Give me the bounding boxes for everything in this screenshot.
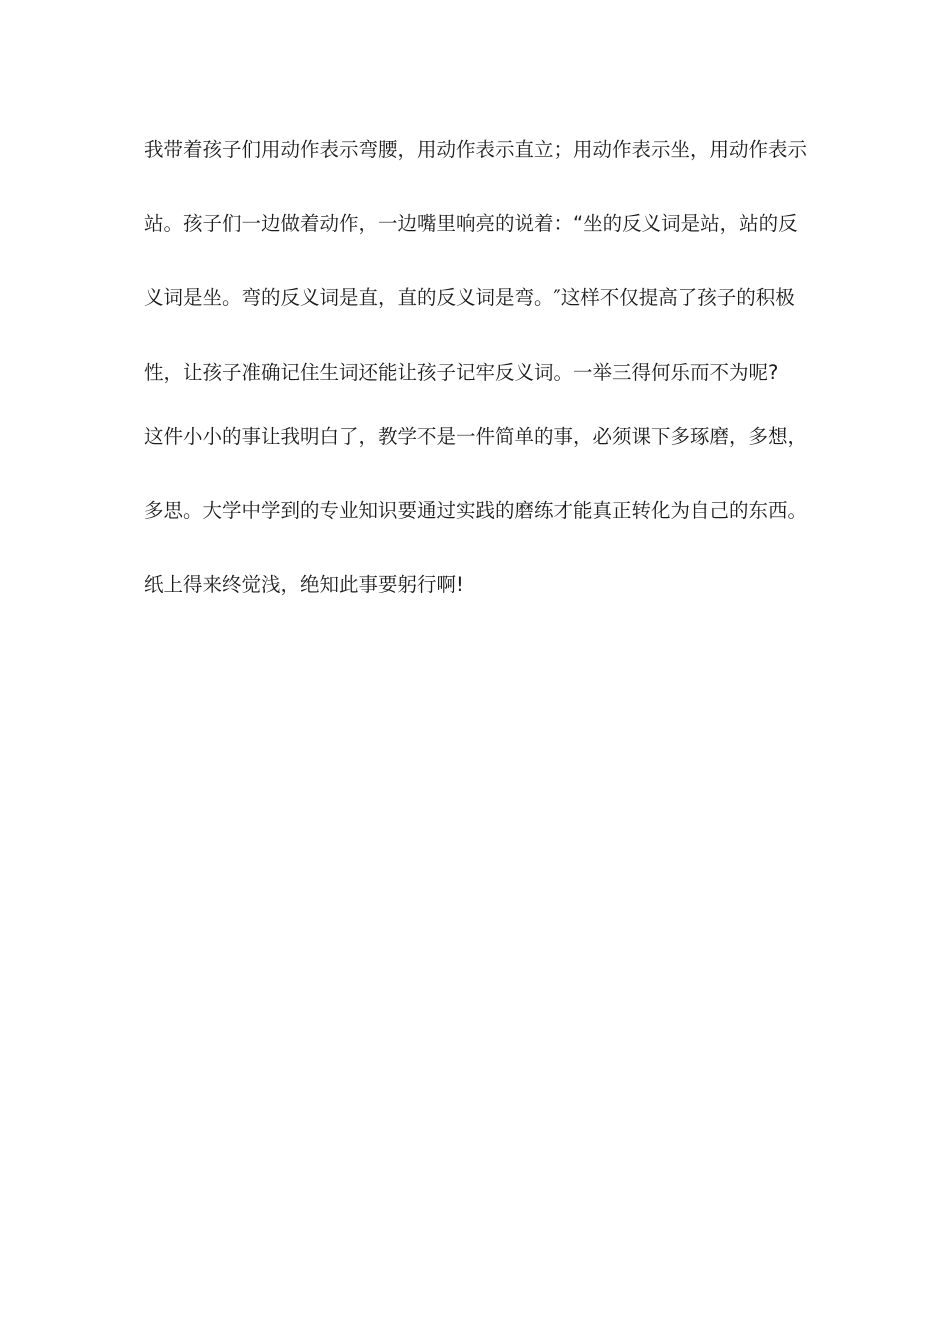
paragraph-1-line-2: 站。孩子们一边做着动作，一边嘴里响亮的说着：“坐的反义词是站，站的反 (144, 212, 798, 235)
paragraph-1-line-3: 义词是坐。弯的反义词是直，直的反义词是弯。″这样不仅提高了孩子的积极 (144, 286, 795, 309)
paragraph-2-line-3: 纸上得来终觉浅，绝知此事要躬行啊! (144, 573, 464, 596)
paragraph-1-line-1: 我带着孩子们用动作表示弯腰，用动作表示直立；用动作表示坐，用动作表示 (144, 138, 808, 161)
paragraph-2-line-1: 这件小小的事让我明白了，教学不是一件简单的事，必须课下多琢磨，多想， (144, 425, 808, 448)
paragraph-1-line-4: 性，让孩子准确记住生词还能让孩子记牢反义词。一举三得何乐而不为呢? (144, 361, 779, 384)
paragraph-2-line-2: 多思。大学中学到的专业知识要通过实践的磨练才能真正转化为自己的东西。 (144, 499, 808, 522)
